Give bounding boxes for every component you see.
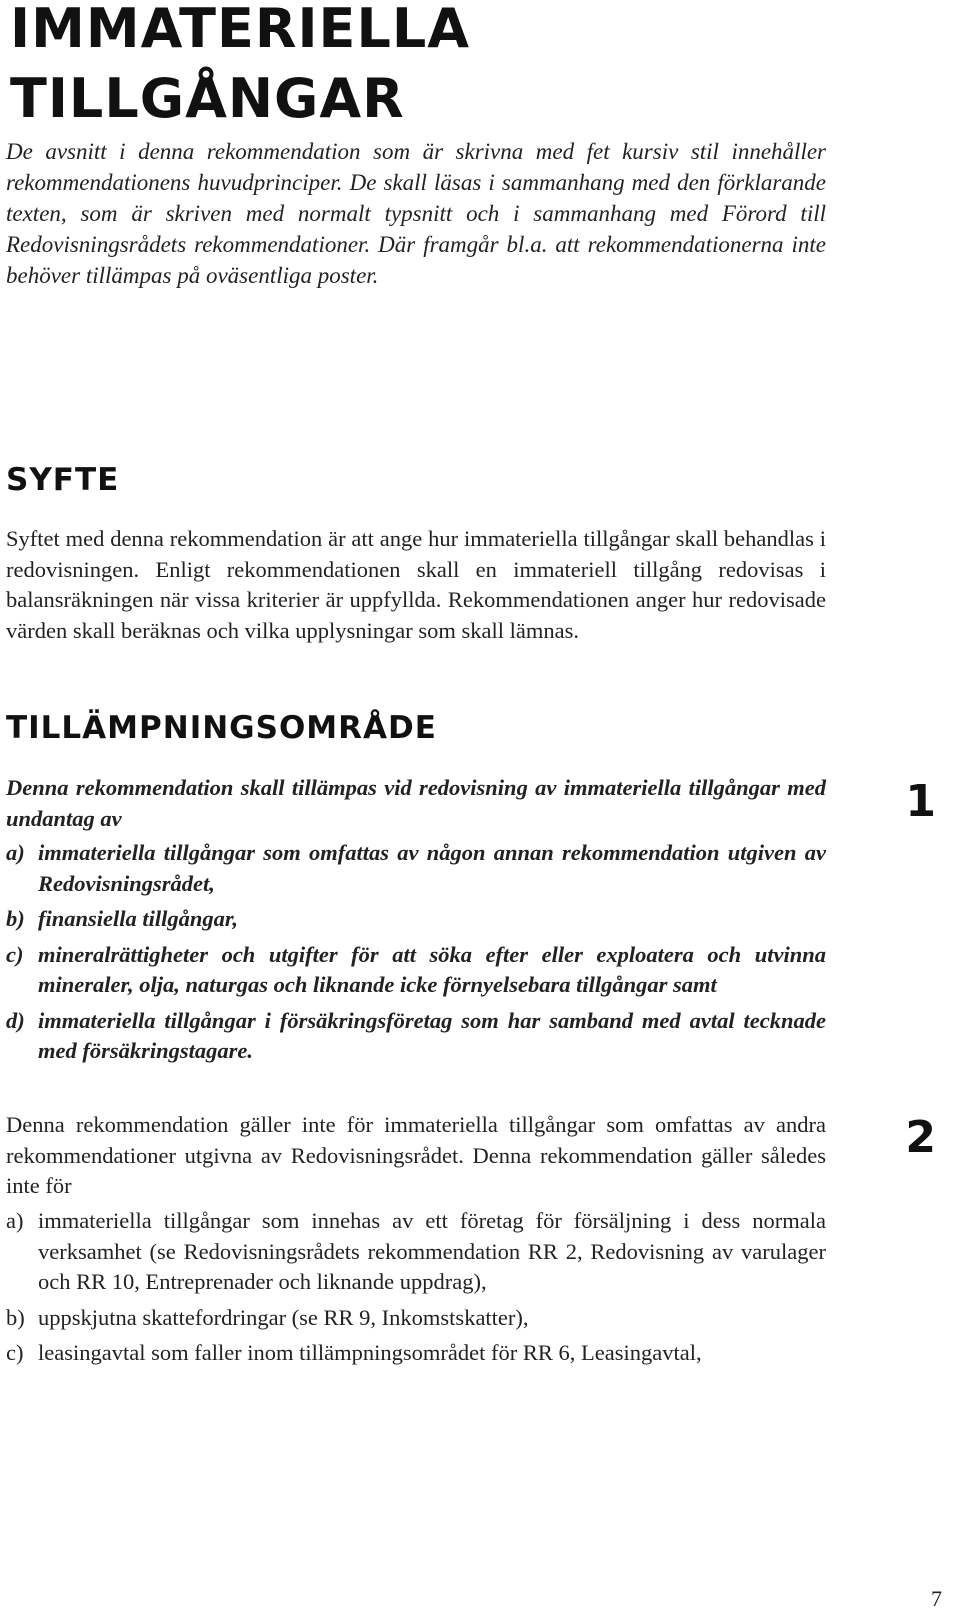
list-item [6,940,826,1001]
paragraph-number-1: 1 [905,776,936,827]
list-item-text: immateriella tillgångar som innehas av ett företag för försäljning i dess normala verksamhet (se Redovisningsrådets rekommendation RR 2, Redovisning av varulager och RR 10, Entreprenader och liknande uppdrag), [38,1208,826,1294]
title-line-2: TILLGÅNGAR [10,67,405,130]
list-item-text: finansiella tillgångar, [38,906,239,931]
list-item [6,1338,826,1369]
list-item-text: uppskjutna skattefordringar (se RR 9, Inkomstskatter), [38,1304,529,1330]
page-title [10,0,470,134]
title-line-1: IMMATERIELLA [10,0,471,60]
list-marker: a) [6,1208,24,1233]
list-marker: b) [6,1304,25,1330]
list-item-text: immateriella tillgångar i försäkringsföretag som har samband med avtal tecknade med försäkringstagare. [38,1007,826,1063]
paragraph-2-list [6,1206,826,1369]
paragraph-2-lead: Denna rekommendation gäller inte för immateriella tillgångar som omfattas av andra rekommendationer utgivna av Redovisningsrådet. Denna rekommendation gäller således inte för [6,1112,826,1198]
list-item-text: immateriella tillgångar som omfattas av någon annan rekommendation utgiven av Redovisningsrådet, [38,840,826,896]
list-marker: c) [6,941,24,967]
syfte-paragraph: Syftet med denna rekommendation är att ange hur immateriella tillgångar skall behandlas i redovisningen. Enligt rekommendationen skall en immateriell tillgång redovisas i balansräkningen när vissa kriterier är uppfyllda. Rekommendationen anger hur redovisade värden skall beräknas och vilka upplysningar som skall lämnas. [6,526,826,643]
section-heading-syfte: SYFTE [6,462,120,498]
list-item-text: mineralrättigheter och utgifter för att söka efter eller exploatera och utvinna mineraler, olja, naturgas och liknande icke förnyelsebara tillgångar samt [38,941,826,997]
paragraph-1-list [6,838,826,1067]
list-marker: c) [6,1340,24,1365]
list-item-text: leasingavtal som faller inom tillämpningsområdet för RR 6, Leasingavtal, [38,1340,702,1365]
paragraph-1-lead: Denna rekommendation skall tillämpas vid redovisning av immateriella tillgångar med undantag av [6,775,826,831]
list-item [6,1006,826,1067]
paragraph-number-2: 2 [905,1112,936,1163]
list-item [6,838,826,899]
list-marker: d) [6,1007,25,1033]
list-item [6,1303,826,1334]
page-number: 7 [931,1586,942,1611]
section-heading-scope: TILLÄMPNINGSOMRÅDE [6,710,437,746]
list-item [6,904,826,935]
intro-paragraph: De avsnitt i denna rekommendation som är skrivna med fet kursiv stil innehåller rekommendationens huvudprinciper. De skall läsas i sammanhang med den förklarande texten, som är skriven med normalt typsnitt och i sammanhang med Förord till Redovisningsrådets rekommendationer. Där framgår bl.a. att rekommendationerna inte behöver tillämpas på oväsentliga poster. [6,139,826,288]
list-marker: b) [6,906,25,931]
list-item [6,1206,826,1298]
list-marker: a) [6,840,25,865]
